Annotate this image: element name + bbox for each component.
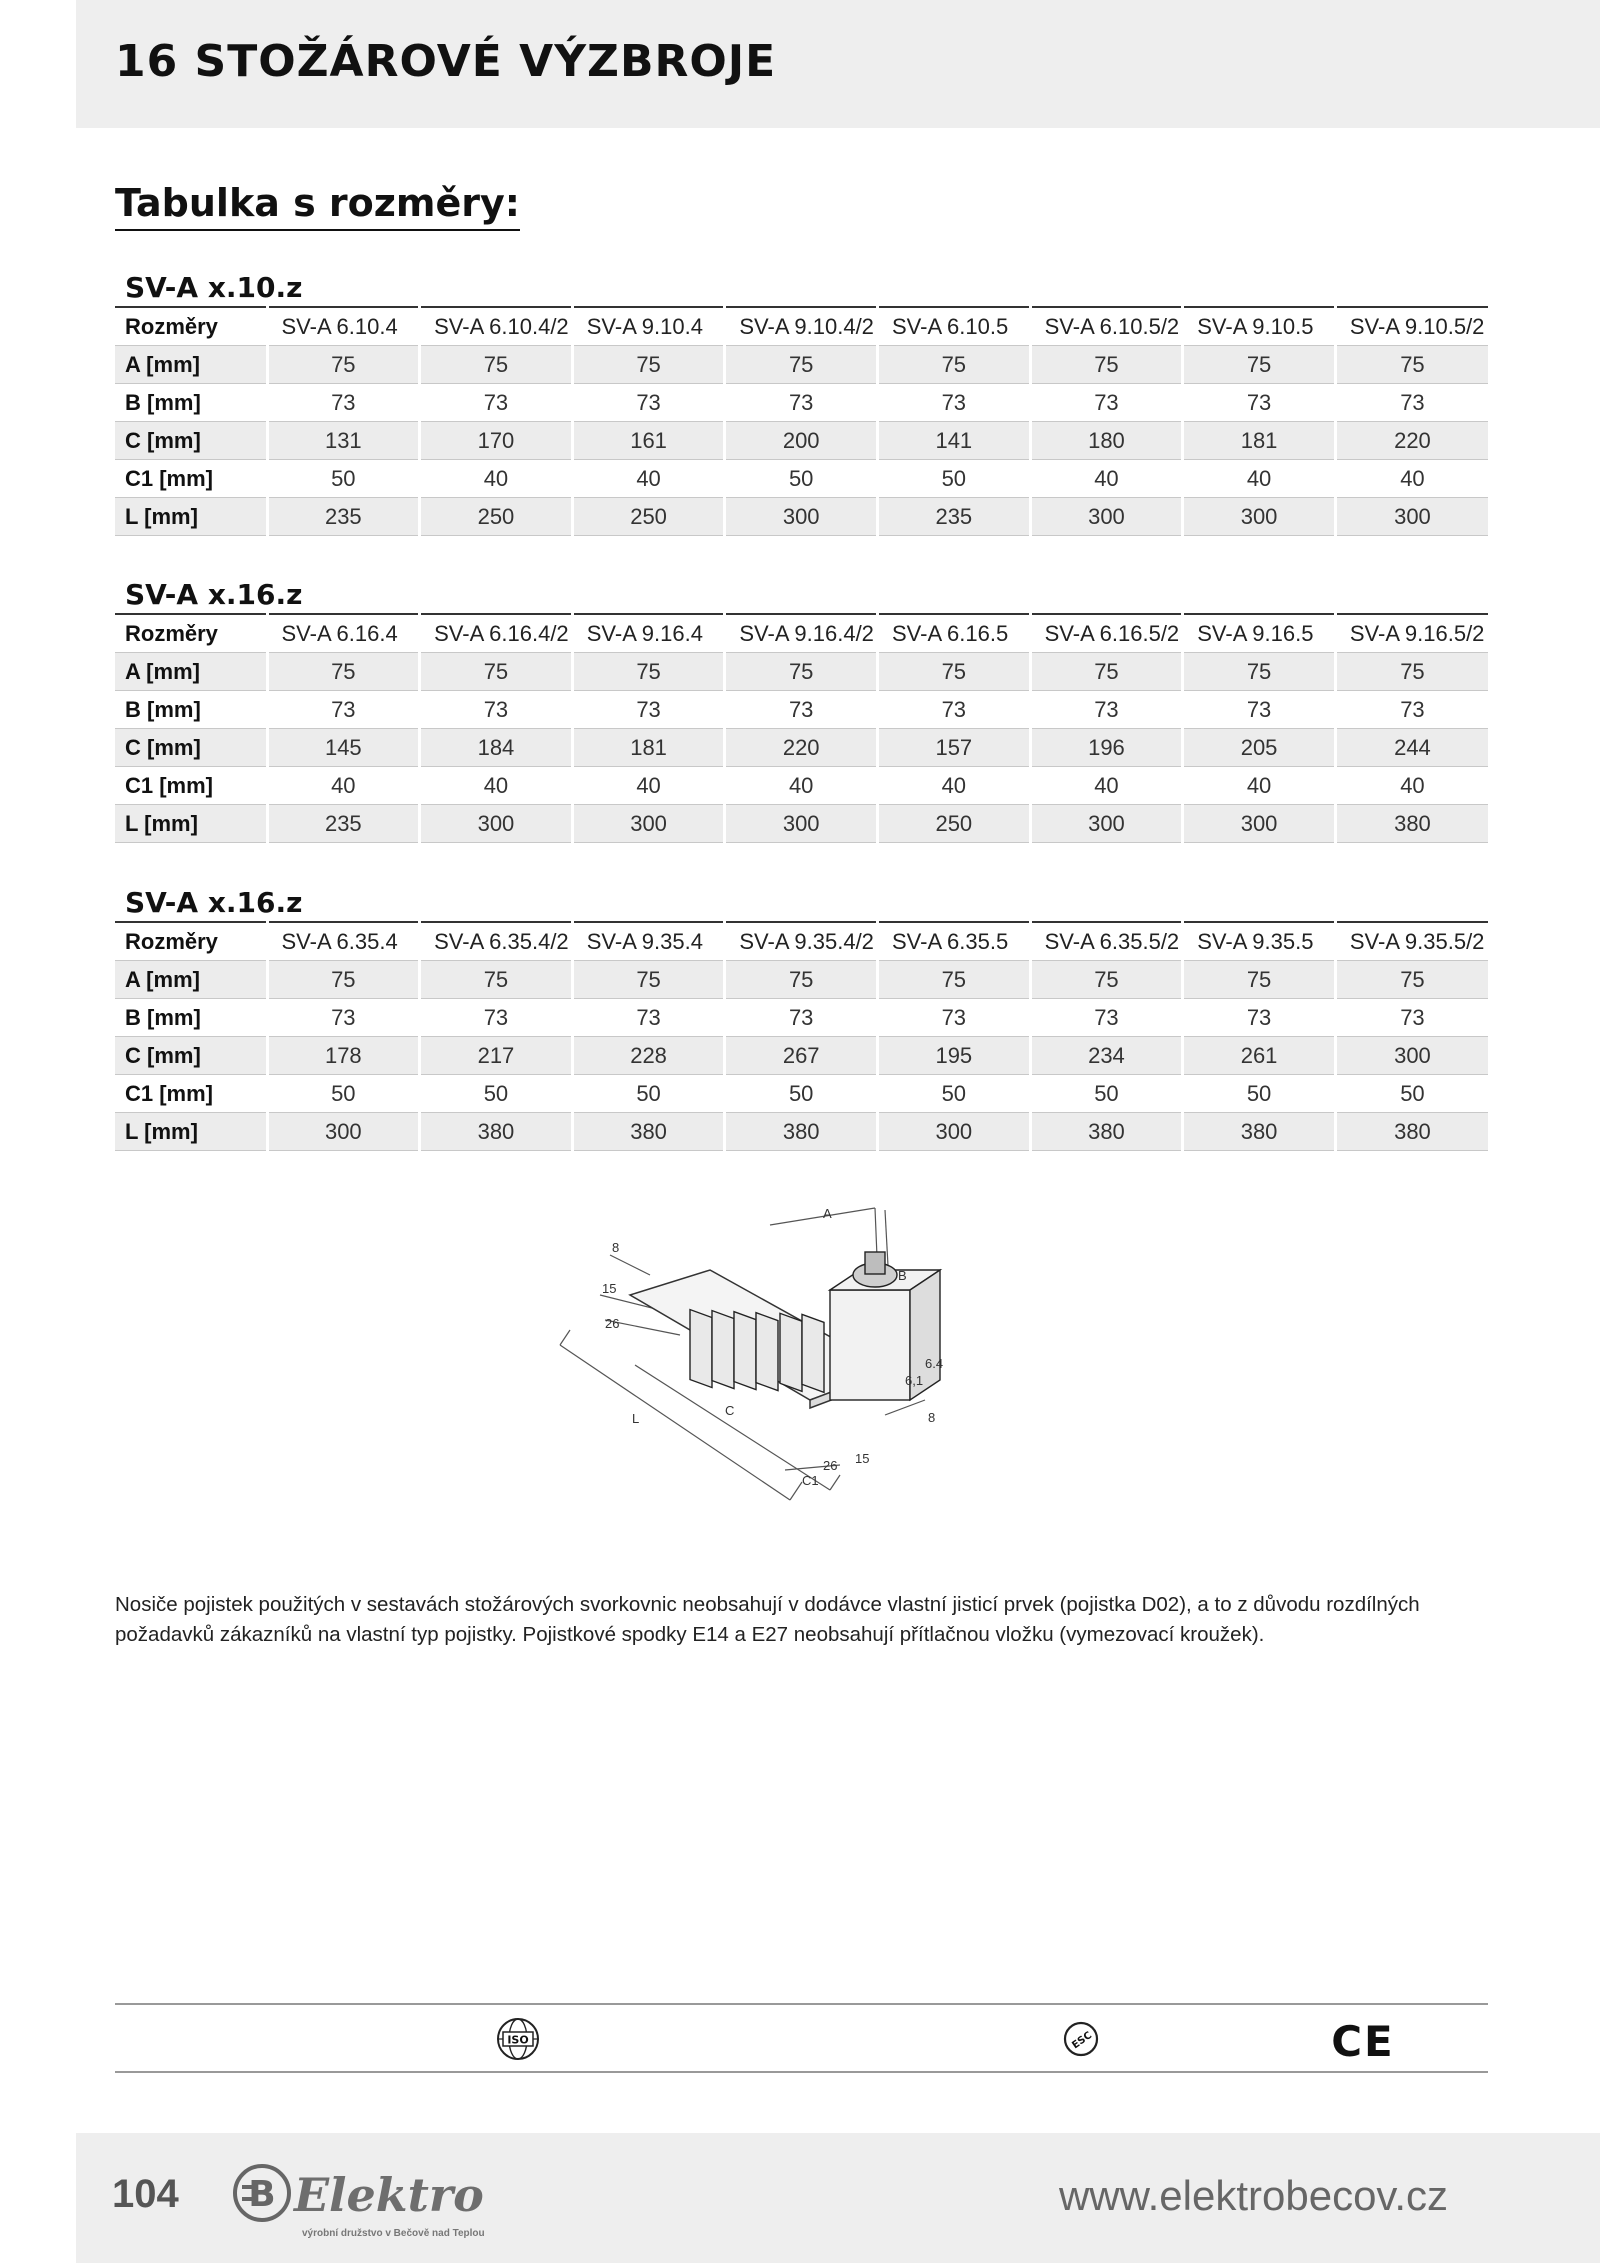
esc-text: ESC xyxy=(1070,2030,1095,2052)
table-cell: 228 xyxy=(572,1037,725,1075)
table-cell: 220 xyxy=(725,729,878,767)
table-cell: 250 xyxy=(572,498,725,536)
table-cell: 73 xyxy=(420,691,573,729)
model-header: SV-A 6.10.5/2 xyxy=(1030,307,1183,346)
row-label: L [mm] xyxy=(115,1113,267,1151)
table-row xyxy=(115,460,1488,498)
table-cell: 73 xyxy=(420,384,573,422)
table-cell: 73 xyxy=(878,691,1031,729)
table-row xyxy=(115,1037,1488,1075)
table-cell: 75 xyxy=(572,653,725,691)
esc-mark-icon xyxy=(1061,2016,1101,2062)
table-cell: 40 xyxy=(1183,767,1336,805)
table-row xyxy=(115,1075,1488,1113)
table-cell: 181 xyxy=(1183,422,1336,460)
table-cell: 73 xyxy=(1183,384,1336,422)
table-cell: 73 xyxy=(878,999,1031,1037)
table-header-row xyxy=(115,922,1488,961)
model-header: SV-A 6.35.4 xyxy=(267,922,420,961)
table-cell: 380 xyxy=(1030,1113,1183,1151)
table-cell: 380 xyxy=(725,1113,878,1151)
row-label: A [mm] xyxy=(115,346,267,384)
model-header: SV-A 9.16.5 xyxy=(1183,614,1336,653)
table-cell: 178 xyxy=(267,1037,420,1075)
table-cell: 161 xyxy=(572,422,725,460)
table-cell: 300 xyxy=(1030,498,1183,536)
dim-label-61: 6,1 xyxy=(905,1373,924,1388)
table-cell: 40 xyxy=(572,460,725,498)
model-header: SV-A 6.35.5/2 xyxy=(1030,922,1183,961)
table-cell: 73 xyxy=(1335,691,1488,729)
table-cell: 75 xyxy=(1335,346,1488,384)
dim-label-8a: 8 xyxy=(612,1240,620,1255)
model-header: SV-A 6.35.4/2 xyxy=(420,922,573,961)
table-cell: 380 xyxy=(572,1113,725,1151)
model-header: SV-A 9.10.4/2 xyxy=(725,307,878,346)
dim-label-15a: 15 xyxy=(602,1281,617,1296)
table-cell: 205 xyxy=(1183,729,1336,767)
table-cell: 40 xyxy=(878,767,1031,805)
table-header-row xyxy=(115,614,1488,653)
header-label: Rozměry xyxy=(115,922,267,961)
model-header: SV-A 9.35.4/2 xyxy=(725,922,878,961)
table-cell: 73 xyxy=(1030,384,1183,422)
table-cell: 75 xyxy=(572,346,725,384)
table-cell: 235 xyxy=(267,805,420,843)
iso-globe-icon xyxy=(495,2016,541,2062)
table-cell: 380 xyxy=(1335,805,1488,843)
table-cell: 73 xyxy=(725,384,878,422)
table-cell: 73 xyxy=(1335,999,1488,1037)
table-cell: 75 xyxy=(1030,653,1183,691)
table-cell: 131 xyxy=(267,422,420,460)
table-cell: 50 xyxy=(1030,1075,1183,1113)
dimension-table xyxy=(115,613,1488,843)
table-cell: 75 xyxy=(267,346,420,384)
table-cell: 73 xyxy=(1030,691,1183,729)
certification-bar xyxy=(115,2003,1488,2073)
chapter-title: 16 STOŽÁROVÉ VÝZBROJE xyxy=(115,36,777,87)
table-cell: 40 xyxy=(725,767,878,805)
table-cell: 75 xyxy=(267,961,420,999)
table-cell: 250 xyxy=(878,805,1031,843)
dim-label-64: 6.4 xyxy=(925,1356,944,1371)
table-row xyxy=(115,384,1488,422)
table-row xyxy=(115,805,1488,843)
page-number: 104 xyxy=(112,2172,179,2216)
row-label: C [mm] xyxy=(115,422,267,460)
table-title: SV-A x.16.z xyxy=(125,886,303,919)
model-header: SV-A 9.16.4 xyxy=(572,614,725,653)
table-cell: 180 xyxy=(1030,422,1183,460)
table-title: SV-A x.10.z xyxy=(125,271,303,304)
dim-label-b: B xyxy=(898,1268,907,1283)
table-cell: 75 xyxy=(1030,346,1183,384)
table-cell: 75 xyxy=(1030,961,1183,999)
table-cell: 73 xyxy=(267,691,420,729)
table-cell: 50 xyxy=(878,1075,1031,1113)
website-link[interactable]: www.elektrobecov.cz xyxy=(1058,2172,1448,2219)
model-header: SV-A 9.16.5/2 xyxy=(1335,614,1488,653)
table-cell: 75 xyxy=(420,346,573,384)
table-cell: 40 xyxy=(267,767,420,805)
table-cell: 196 xyxy=(1030,729,1183,767)
table-cell: 73 xyxy=(572,691,725,729)
table-cell: 40 xyxy=(420,767,573,805)
table-cell: 300 xyxy=(1335,1037,1488,1075)
model-header: SV-A 6.16.5/2 xyxy=(1030,614,1183,653)
table-cell: 73 xyxy=(572,384,725,422)
table-cell: 75 xyxy=(878,346,1031,384)
dim-label-c1: C1 xyxy=(802,1473,819,1488)
model-header: SV-A 9.16.4/2 xyxy=(725,614,878,653)
dim-label-26a: 26 xyxy=(605,1316,620,1331)
table-header-row xyxy=(115,307,1488,346)
table-cell: 300 xyxy=(1183,805,1336,843)
table-cell: 40 xyxy=(420,460,573,498)
table-cell: 145 xyxy=(267,729,420,767)
model-header: SV-A 6.16.5 xyxy=(878,614,1031,653)
dim-label-a: A xyxy=(823,1206,832,1221)
row-label: C1 [mm] xyxy=(115,460,267,498)
dim-label-c: C xyxy=(725,1403,735,1418)
elektro-logo xyxy=(228,2157,558,2241)
table-cell: 380 xyxy=(420,1113,573,1151)
dim-label-l: L xyxy=(632,1411,640,1426)
table-cell: 73 xyxy=(725,691,878,729)
elektro-emblem-icon xyxy=(235,2166,289,2220)
table-cell: 195 xyxy=(878,1037,1031,1075)
table-cell: 141 xyxy=(878,422,1031,460)
table-cell: 50 xyxy=(1183,1075,1336,1113)
table-cell: 50 xyxy=(267,1075,420,1113)
table-cell: 300 xyxy=(725,498,878,536)
table-cell: 73 xyxy=(1335,384,1488,422)
model-header: SV-A 9.10.4 xyxy=(572,307,725,346)
table-cell: 300 xyxy=(572,805,725,843)
table-cell: 75 xyxy=(1335,653,1488,691)
table-cell: 75 xyxy=(420,653,573,691)
table-cell: 75 xyxy=(420,961,573,999)
table-cell: 157 xyxy=(878,729,1031,767)
table-cell: 300 xyxy=(878,1113,1031,1151)
table-row xyxy=(115,1113,1488,1151)
table-cell: 75 xyxy=(572,961,725,999)
model-header: SV-A 9.35.5/2 xyxy=(1335,922,1488,961)
table-cell: 73 xyxy=(1183,691,1336,729)
iso-text: ISO xyxy=(507,2033,529,2047)
table-cell: 220 xyxy=(1335,422,1488,460)
section-heading: Tabulka s rozměry: xyxy=(115,181,520,231)
table-cell: 50 xyxy=(725,1075,878,1113)
model-header: SV-A 6.10.5 xyxy=(878,307,1031,346)
table-cell: 300 xyxy=(420,805,573,843)
table-row xyxy=(115,346,1488,384)
table-cell: 50 xyxy=(267,460,420,498)
table-cell: 75 xyxy=(267,653,420,691)
fuse-holder-note: Nosiče pojistek použitých v sestavách stožárových svorkovnic neobsahují v dodávce vlastní jisticí prvek (pojistka D02), a to z důvodu rozdílných požadavků zákazníků na vlastní typ pojistky. Pojistkové spodky E14 a E27 neobsahují přítlačnou vložku (vymezovací kroužek). xyxy=(115,1593,1420,1646)
row-label: A [mm] xyxy=(115,961,267,999)
terminal-block-drawing xyxy=(540,1200,1100,1540)
table-cell: 261 xyxy=(1183,1037,1336,1075)
table-cell: 50 xyxy=(1335,1075,1488,1113)
table-cell: 217 xyxy=(420,1037,573,1075)
table-row xyxy=(115,653,1488,691)
dimension-table-block-2 xyxy=(115,577,1488,843)
table-cell: 200 xyxy=(725,422,878,460)
table-cell: 40 xyxy=(1030,460,1183,498)
table-cell: 75 xyxy=(1183,346,1336,384)
table-cell: 75 xyxy=(725,346,878,384)
table-cell: 300 xyxy=(1335,498,1488,536)
row-label: B [mm] xyxy=(115,691,267,729)
table-cell: 267 xyxy=(725,1037,878,1075)
dimension-table xyxy=(115,306,1488,536)
table-cell: 235 xyxy=(878,498,1031,536)
table-cell: 75 xyxy=(1335,961,1488,999)
table-cell: 73 xyxy=(420,999,573,1037)
table-cell: 170 xyxy=(420,422,573,460)
table-cell: 73 xyxy=(725,999,878,1037)
dim-label-26b: 26 xyxy=(823,1458,838,1473)
table-row xyxy=(115,767,1488,805)
table-cell: 73 xyxy=(878,384,1031,422)
table-cell: 300 xyxy=(725,805,878,843)
row-label: A [mm] xyxy=(115,653,267,691)
header-label: Rozměry xyxy=(115,614,267,653)
table-cell: 75 xyxy=(878,653,1031,691)
table-cell: 380 xyxy=(1183,1113,1336,1151)
table-cell: 40 xyxy=(572,767,725,805)
dim-label-15b: 15 xyxy=(855,1451,870,1466)
model-header: SV-A 9.10.5 xyxy=(1183,307,1336,346)
table-cell: 50 xyxy=(572,1075,725,1113)
model-header: SV-A 9.35.5 xyxy=(1183,922,1336,961)
model-header: SV-A 6.35.5 xyxy=(878,922,1031,961)
table-cell: 40 xyxy=(1183,460,1336,498)
table-cell: 250 xyxy=(420,498,573,536)
table-row xyxy=(115,961,1488,999)
row-label: C [mm] xyxy=(115,1037,267,1075)
table-cell: 75 xyxy=(878,961,1031,999)
model-header: SV-A 6.10.4 xyxy=(267,307,420,346)
table-cell: 300 xyxy=(267,1113,420,1151)
model-header: SV-A 6.16.4 xyxy=(267,614,420,653)
row-label: B [mm] xyxy=(115,384,267,422)
table-cell: 244 xyxy=(1335,729,1488,767)
dim-label-8b: 8 xyxy=(928,1410,936,1425)
table-cell: 75 xyxy=(1183,961,1336,999)
dimension-table-block-1 xyxy=(115,270,1488,536)
table-cell: 73 xyxy=(267,384,420,422)
table-cell: 300 xyxy=(1183,498,1336,536)
table-cell: 40 xyxy=(1030,767,1183,805)
table-title: SV-A x.16.z xyxy=(125,578,303,611)
table-row xyxy=(115,999,1488,1037)
svg-text:B: B xyxy=(248,2174,276,2215)
model-header: SV-A 9.35.4 xyxy=(572,922,725,961)
table-cell: 73 xyxy=(267,999,420,1037)
row-label: L [mm] xyxy=(115,498,267,536)
model-header: SV-A 6.10.4/2 xyxy=(420,307,573,346)
table-cell: 181 xyxy=(572,729,725,767)
table-cell: 300 xyxy=(1030,805,1183,843)
row-label: C [mm] xyxy=(115,729,267,767)
dimension-table xyxy=(115,921,1488,1151)
table-row xyxy=(115,422,1488,460)
table-cell: 235 xyxy=(267,498,420,536)
logo-wordmark: Elektro xyxy=(294,2168,484,2222)
row-label: B [mm] xyxy=(115,999,267,1037)
table-cell: 75 xyxy=(1183,653,1336,691)
model-header: SV-A 6.16.4/2 xyxy=(420,614,573,653)
row-label: L [mm] xyxy=(115,805,267,843)
ce-mark-icon xyxy=(1328,2016,1398,2062)
row-label: C1 [mm] xyxy=(115,1075,267,1113)
table-cell: 40 xyxy=(1335,460,1488,498)
logo-tagline: výrobní družstvo v Bečově nad Teplou xyxy=(302,2228,485,2239)
table-cell: 234 xyxy=(1030,1037,1183,1075)
table-cell: 75 xyxy=(725,653,878,691)
table-cell: 50 xyxy=(420,1075,573,1113)
ce-text: CE xyxy=(1331,2017,1395,2062)
table-cell: 40 xyxy=(1335,767,1488,805)
row-label: C1 [mm] xyxy=(115,767,267,805)
table-cell: 73 xyxy=(1030,999,1183,1037)
table-row xyxy=(115,729,1488,767)
table-cell: 73 xyxy=(572,999,725,1037)
table-cell: 184 xyxy=(420,729,573,767)
table-cell: 75 xyxy=(725,961,878,999)
table-cell: 380 xyxy=(1335,1113,1488,1151)
table-row xyxy=(115,498,1488,536)
dimension-table-block-3 xyxy=(115,885,1488,1151)
header-label: Rozměry xyxy=(115,307,267,346)
table-row xyxy=(115,691,1488,729)
table-cell: 50 xyxy=(878,460,1031,498)
table-cell: 73 xyxy=(1183,999,1336,1037)
table-cell: 50 xyxy=(725,460,878,498)
model-header: SV-A 9.10.5/2 xyxy=(1335,307,1488,346)
